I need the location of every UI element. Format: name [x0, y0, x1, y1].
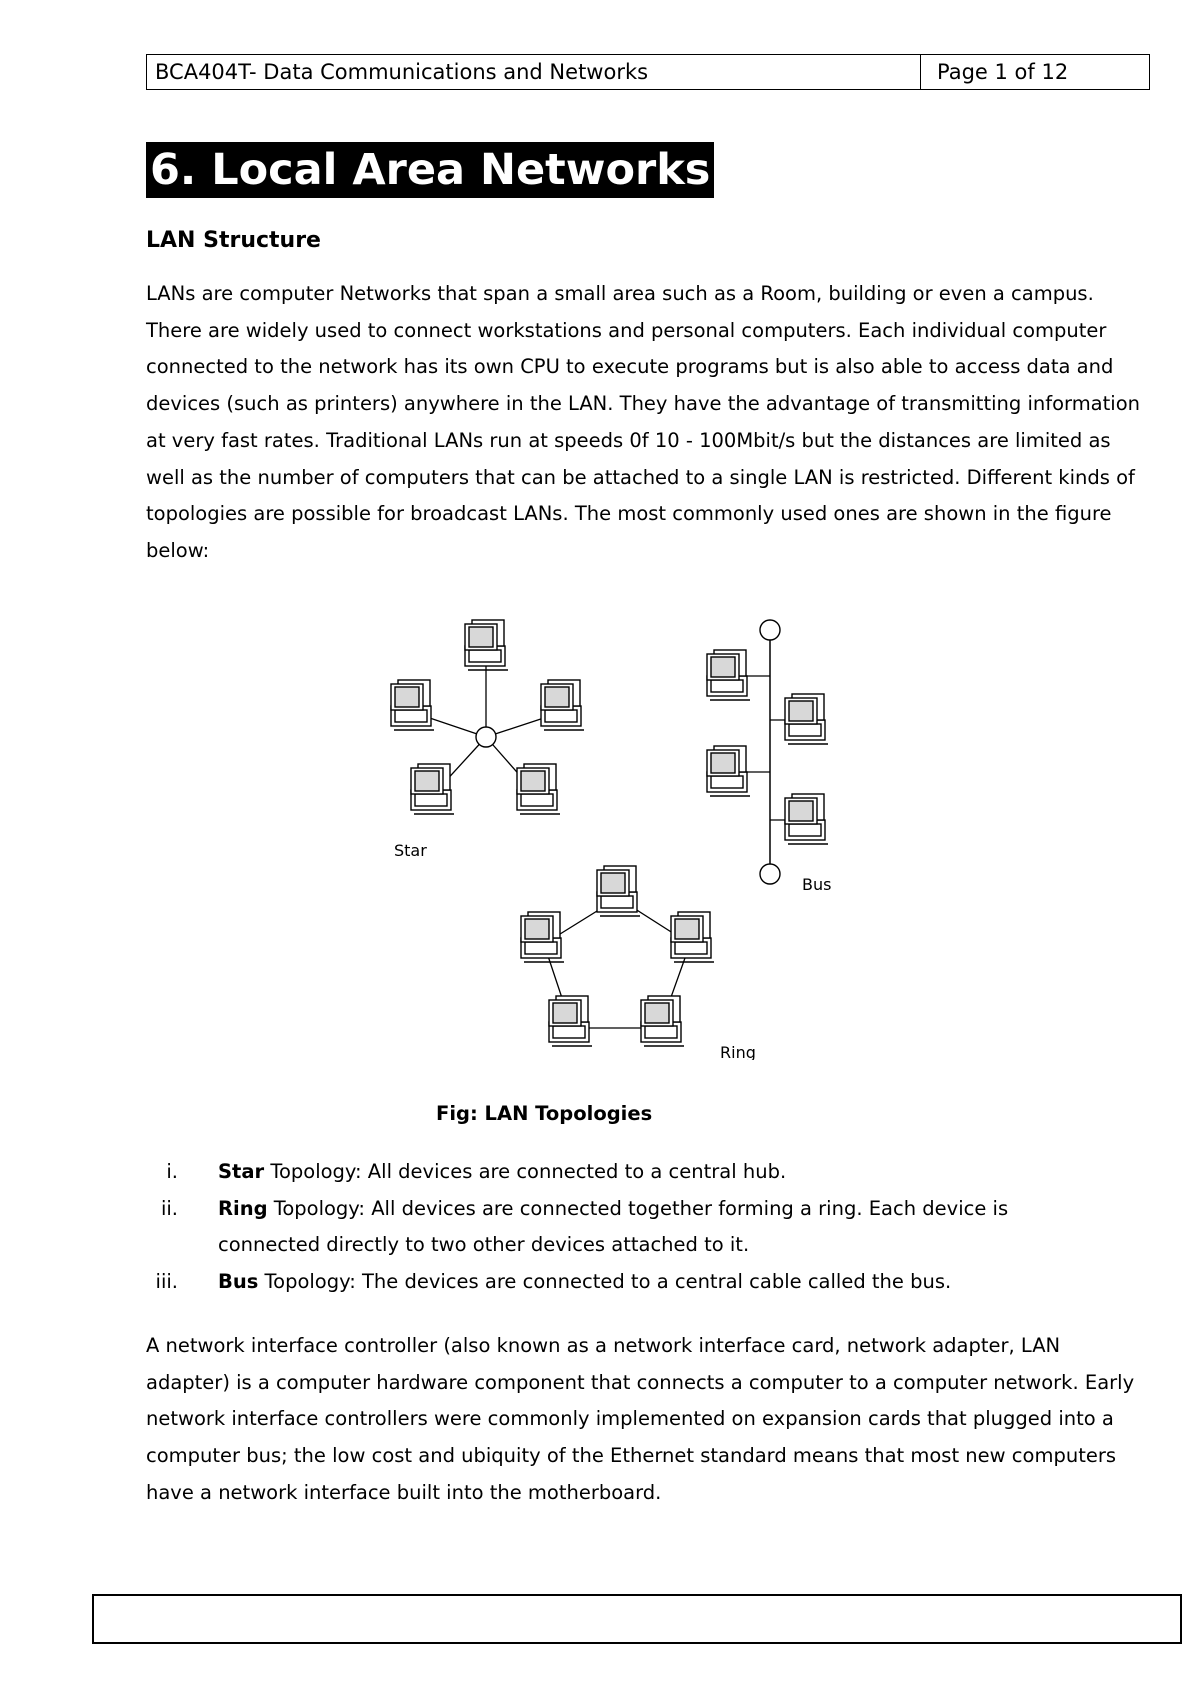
bus-computer-icon	[707, 746, 750, 796]
ring-label: Ring	[720, 1043, 756, 1060]
ring-computer-icon	[641, 996, 684, 1046]
star-hub	[476, 727, 496, 747]
list-description: Topology: All devices are connected to a central hub.	[264, 1160, 787, 1183]
list-description: Topology: The devices are connected to a central cable called the bus.	[258, 1270, 952, 1294]
star-computer-icon	[541, 680, 584, 730]
star-computer-icon	[391, 680, 434, 730]
page-number: Page 1 of 12	[937, 60, 1069, 84]
bus-topology	[707, 620, 831, 894]
list-number: iii.	[155, 1270, 178, 1294]
bus-terminator	[760, 864, 780, 884]
course-title: BCA404T- Data Communications and Networks	[147, 55, 921, 89]
bus-computer-icon	[785, 694, 828, 744]
ring-computer-icon	[597, 866, 640, 916]
list-term: Ring	[218, 1196, 268, 1220]
list-description: Topology: All devices are connected together forming a ring. Each device is connected directly to two other devices attached to it.	[218, 1196, 1009, 1257]
list-item	[146, 1154, 1046, 1191]
ring-computer-icon	[671, 912, 714, 962]
ring-computer-icon	[549, 996, 592, 1046]
page-header	[146, 54, 1150, 90]
star-computer-icon	[517, 764, 560, 814]
star-topology	[391, 620, 584, 860]
list-item	[146, 1264, 1046, 1301]
lan-topologies-figure	[370, 600, 850, 1060]
star-label: Star	[394, 841, 427, 860]
list-item	[146, 1191, 1046, 1264]
figure-caption: Fig: LAN Topologies	[436, 1102, 653, 1125]
star-computer-icon	[465, 620, 508, 670]
chapter-title: 6. Local Area Networks	[146, 142, 714, 198]
ring-computer-icon	[521, 912, 564, 962]
ring-topology	[521, 866, 756, 1060]
section-title: LAN Structure	[146, 228, 321, 253]
intro-paragraph: LANs are computer Networks that span a small area such as a Room, building or even a campus. There are widely used to connect workstations and personal computers. Each individual computer connected to the network has its own CPU to execute programs but is also able to access data and devices (such as printers) anywhere in the LAN. They have the advantage of transmitting information at very fast rates. Traditional LANs run at speeds 0f 10 - 100Mbit/s but the distances are limited as well as the number of computers that can be attached to a single LAN is restricted. Different kinds of topologies are possible for broadcast LANs. The most commonly used ones are shown in the figure below:	[146, 282, 1140, 562]
page-footer	[92, 1594, 1182, 1644]
topologies-diagram	[370, 600, 850, 1060]
list-term: Bus	[218, 1270, 259, 1294]
bus-terminator	[760, 620, 780, 640]
bus-computer-icon	[707, 650, 750, 700]
list-number: ii.	[160, 1196, 178, 1220]
topology-list	[146, 1154, 1046, 1301]
list-term: Star	[218, 1160, 265, 1183]
bus-label: Bus	[802, 875, 832, 894]
bus-computer-icon	[785, 794, 828, 844]
star-computer-icon	[411, 764, 454, 814]
nic-paragraph: A network interface controller (also known as a network interface card, network adapter, LAN adapter) is a computer hardware component that connects a computer to a computer network. Early network interface controllers were commonly implemented on expansion cards that plugged into a computer bus; the low cost and ubiquity of the Ethernet standard means that most new computers have a network interface built into the motherboard.	[146, 1334, 1135, 1504]
list-number: i.	[166, 1160, 178, 1183]
